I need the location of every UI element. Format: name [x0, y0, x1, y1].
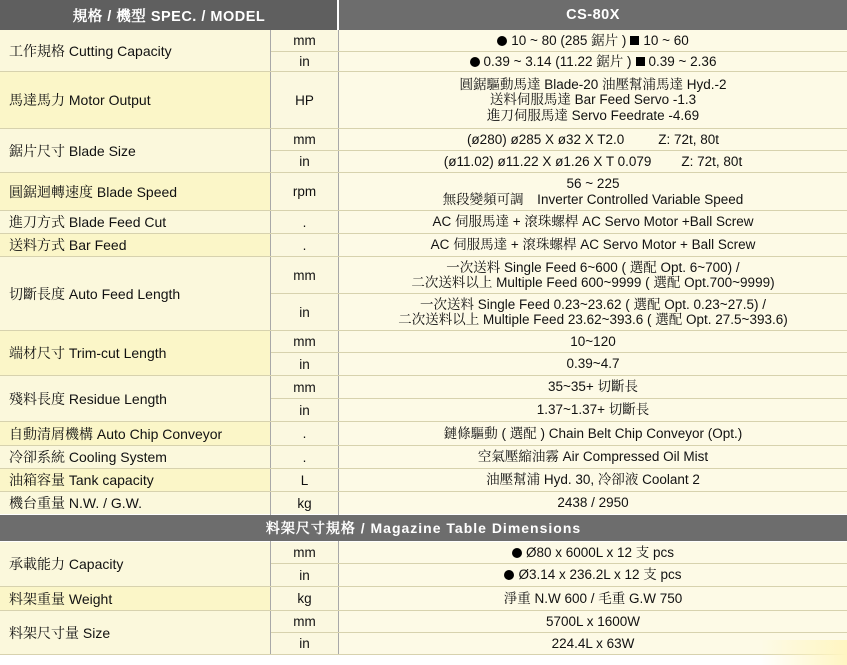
- label-tank: 油箱容量 Tank capacity: [0, 469, 270, 491]
- column-divider: [338, 30, 339, 515]
- table-bottom-border: [0, 654, 847, 655]
- row-divider: [0, 610, 847, 611]
- value-bar-feed: AC 伺服馬達 + 滾珠螺桿 AC Servo Motor + Ball Screw: [339, 234, 847, 256]
- value-mag-size-in: 224.4L x 63W: [339, 633, 847, 654]
- row-divider: [271, 51, 847, 52]
- row-divider: [0, 128, 847, 129]
- unit-trim-mm: mm: [271, 331, 338, 352]
- value-blade-speed: [339, 173, 847, 210]
- unit-weight: kg: [271, 492, 338, 514]
- row-divider: [0, 233, 847, 234]
- label-cutting-capacity: 工作規格 Cutting Capacity: [0, 30, 270, 71]
- header-spec-model: 規格 / 機型 SPEC. / MODEL: [0, 0, 338, 30]
- label-blade-speed: 圓鋸迴轉速度 Blade Speed: [0, 173, 270, 210]
- column-divider: [270, 30, 271, 515]
- label-cooling: 冷卻系統 Cooling System: [0, 446, 270, 468]
- value-trim-in: 0.39~4.7: [339, 353, 847, 375]
- unit-residue-mm: mm: [271, 376, 338, 398]
- round-bar-icon: [504, 570, 514, 580]
- value-mag-size-mm: 5700L x 1600W: [339, 611, 847, 632]
- row-divider: [0, 468, 847, 469]
- label-mag-weight: 料架重量 Weight: [0, 587, 270, 610]
- unit-auto-feed-mm: mm: [271, 257, 338, 293]
- label-mag-size: 料架尺寸量 Size: [0, 611, 270, 654]
- value-motor-output: [339, 72, 847, 128]
- value-residue-in: 1.37~1.37+ 切斷長: [339, 399, 847, 421]
- unit-mag-size-mm: mm: [271, 611, 338, 632]
- value-cutting-in: 0.39 ~ 3.14 (11.22 鋸片 ) 0.39 ~ 2.36: [339, 52, 847, 71]
- value-blade-mm: (ø280) ø285 X ø32 X T2.0 Z: 72t, 80t: [339, 129, 847, 150]
- value-weight: 2438 / 2950: [339, 492, 847, 514]
- header-divider: [337, 0, 339, 30]
- header-magazine-table: 料架尺寸規格 / Magazine Table Dimensions: [0, 515, 847, 541]
- row-divider: [0, 445, 847, 446]
- round-bar-icon: [497, 36, 507, 46]
- unit-blade-in: in: [271, 151, 338, 172]
- row-divider: [0, 71, 847, 72]
- unit-tank: L: [271, 469, 338, 491]
- value-cutting-mm: 10 ~ 80 (285 鋸片 ) 10 ~ 60: [339, 30, 847, 51]
- auto-feed-in-line-2: 二次送料以上 Multiple Feed 23.62~393.6 ( 選配 Opt. 27.5~393.6): [398, 312, 788, 327]
- unit-mag-size-in: in: [271, 633, 338, 654]
- unit-motor-output: HP: [271, 72, 338, 128]
- speed-note: 無段變頻可調 Inverter Controlled Variable Speed: [442, 191, 744, 207]
- value-capacity-in: Ø3.14 x 236.2L x 12 支 pcs: [339, 564, 847, 586]
- auto-feed-in-line-1: 一次送料 Single Feed 0.23~23.62 ( 選配 Opt. 0.23~27.5) /: [420, 296, 766, 312]
- unit-cutting-mm: mm: [271, 30, 338, 51]
- label-auto-feed: 切斷長度 Auto Feed Length: [0, 257, 270, 330]
- value-blade-in: (ø11.02) ø11.22 X ø1.26 X T 0.079 Z: 72t, 80t: [339, 151, 847, 172]
- value-blade-feed: AC 伺服馬達 + 滾珠螺桿 AC Servo Motor +Ball Screw: [339, 211, 847, 233]
- label-residue: 殘料長度 Residue Length: [0, 376, 270, 421]
- value-auto-feed-mm: [339, 257, 847, 293]
- row-divider: [0, 172, 847, 173]
- row-divider: [0, 586, 847, 587]
- unit-capacity-mm: mm: [271, 542, 338, 563]
- unit-chip-conveyor: .: [271, 422, 338, 445]
- label-capacity: 承載能力 Capacity: [0, 542, 270, 586]
- unit-cutting-in: in: [271, 52, 338, 71]
- auto-feed-mm-line-2: 二次送料以上 Multiple Feed 600~9999 ( 選配 Opt.700~9999): [411, 275, 775, 290]
- speed-range: 56 ~ 225: [566, 176, 620, 191]
- corner-glow-decoration: [760, 640, 847, 665]
- unit-cooling: .: [271, 446, 338, 468]
- value-trim-mm: 10~120: [339, 331, 847, 352]
- motor-line-1: 圓鋸驅動馬達 Blade-20 油壓幫浦馬達 Hyd.-2: [459, 76, 727, 92]
- row-divider: [0, 491, 847, 492]
- value-tank: 油壓幫浦 Hyd. 30, 冷卻液 Coolant 2: [339, 469, 847, 491]
- row-divider: [271, 632, 847, 633]
- motor-line-2: 送料伺服馬達 Bar Feed Servo -1.3: [489, 92, 697, 108]
- unit-trim-in: in: [271, 353, 338, 375]
- label-bar-feed: 送料方式 Bar Feed: [0, 234, 270, 256]
- row-divider: [271, 563, 847, 564]
- value-residue-mm: 35~35+ 切斷長: [339, 376, 847, 398]
- value-cooling: 空氣壓縮油霧 Air Compressed Oil Mist: [339, 446, 847, 468]
- unit-residue-in: in: [271, 399, 338, 421]
- row-divider: [271, 293, 847, 294]
- row-divider: [271, 352, 847, 353]
- header-model-name: CS-80X: [339, 0, 847, 30]
- row-divider: [271, 150, 847, 151]
- label-motor-output: 馬達馬力 Motor Output: [0, 72, 270, 128]
- auto-feed-mm-line-1: 一次送料 Single Feed 6~600 ( 選配 Opt. 6~700) /: [446, 259, 740, 275]
- value-auto-feed-in: [339, 294, 847, 330]
- unit-mag-weight: kg: [271, 587, 338, 610]
- unit-blade-feed: .: [271, 211, 338, 233]
- unit-bar-feed: .: [271, 234, 338, 256]
- column-divider: [270, 541, 271, 654]
- column-divider: [338, 541, 339, 654]
- unit-capacity-in: in: [271, 564, 338, 586]
- label-trim-cut: 端材尺寸 Trim-cut Length: [0, 331, 270, 375]
- value-chip-conveyor: 鏈條驅動 ( 選配 ) Chain Belt Chip Conveyor (Opt.): [339, 422, 847, 445]
- square-bar-icon: [630, 36, 639, 45]
- unit-blade-mm: mm: [271, 129, 338, 150]
- square-bar-icon: [636, 57, 645, 66]
- value-capacity-mm: Ø80 x 6000L x 12 支 pcs: [339, 542, 847, 563]
- row-divider: [0, 421, 847, 422]
- motor-line-3: 進刀伺服馬達 Servo Feedrate -4.69: [486, 107, 700, 123]
- row-divider: [271, 398, 847, 399]
- label-chip-conveyor: 自動清屑機構 Auto Chip Conveyor: [0, 422, 270, 445]
- label-weight: 機台重量 N.W. / G.W.: [0, 492, 270, 514]
- unit-blade-speed: rpm: [271, 173, 338, 210]
- round-bar-icon: [512, 548, 522, 558]
- label-blade-feed: 進刀方式 Blade Feed Cut: [0, 211, 270, 233]
- value-mag-weight: 淨重 N.W 600 / 毛重 G.W 750: [339, 587, 847, 610]
- label-blade-size: 鋸片尺寸 Blade Size: [0, 129, 270, 172]
- row-divider: [0, 330, 847, 331]
- round-bar-icon: [470, 57, 480, 67]
- unit-auto-feed-in: in: [271, 294, 338, 330]
- row-divider: [0, 256, 847, 257]
- row-divider: [0, 210, 847, 211]
- row-divider: [0, 375, 847, 376]
